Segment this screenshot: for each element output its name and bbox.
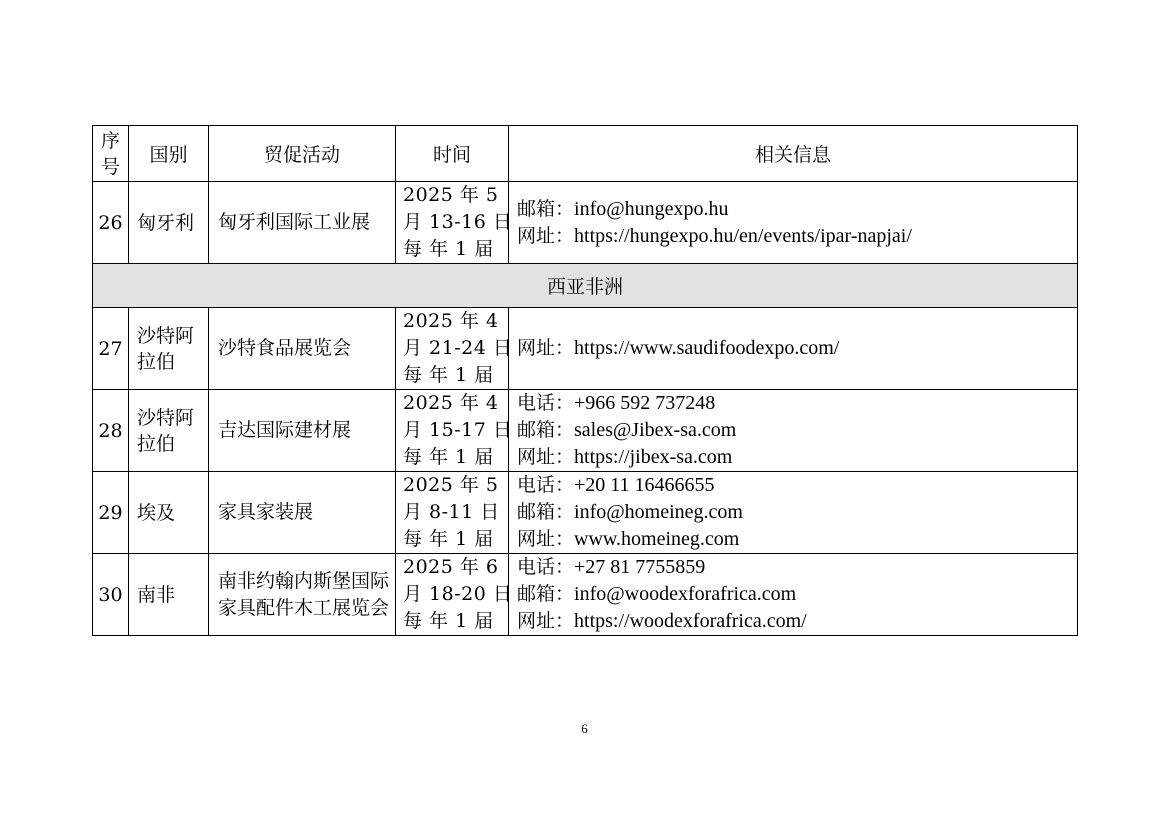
row-time <box>396 554 513 636</box>
info-value: +20 11 16466655 <box>574 474 715 496</box>
info-label: 电话： <box>517 392 575 414</box>
region-label: 西亚非洲 <box>93 264 1078 308</box>
row-country: 沙特阿拉伯 <box>129 390 209 472</box>
table-row <box>93 390 1078 472</box>
row-number: 27 <box>93 308 129 390</box>
row-time <box>396 308 513 390</box>
info-label: 网址： <box>517 528 575 550</box>
info-link[interactable]: https://www.saudifoodexpo.com/ <box>574 337 840 359</box>
row-country: 埃及 <box>129 472 209 554</box>
info-line <box>517 196 1077 223</box>
row-info <box>509 182 1078 264</box>
row-info <box>509 472 1078 554</box>
table-row <box>93 308 1078 390</box>
time-line: 每 年 1 届 <box>403 364 494 386</box>
row-number: 29 <box>93 472 129 554</box>
info-line <box>517 472 1077 499</box>
time-line: 月 21-24 日 <box>403 337 513 359</box>
info-line <box>517 390 1077 417</box>
row-number: 30 <box>93 554 129 636</box>
row-event: 沙特食品展览会 <box>209 308 396 390</box>
info-link[interactable]: info@hungexpo.hu <box>574 197 729 220</box>
info-line <box>517 444 1077 471</box>
region-row <box>93 264 1078 308</box>
info-link[interactable]: sales@Jibex-sa.com <box>574 419 737 441</box>
info-line <box>517 223 1077 250</box>
table-row <box>93 472 1078 554</box>
row-info <box>509 390 1078 472</box>
time-line: 2025 年 4 <box>403 310 499 332</box>
row-time <box>396 182 513 264</box>
time-line: 月 18-20 日 <box>403 583 513 605</box>
table-header-row <box>93 126 1078 182</box>
info-label: 邮箱： <box>517 197 575 220</box>
time-line: 2025 年 5 <box>403 474 499 496</box>
table-row <box>93 554 1078 636</box>
info-link[interactable]: info@woodexforafrica.com <box>574 583 797 605</box>
info-link[interactable]: https://woodexforafrica.com/ <box>574 610 807 632</box>
info-label: 电话： <box>517 556 575 578</box>
row-country: 沙特阿拉伯 <box>129 308 209 390</box>
header-info: 相关信息 <box>509 126 1078 182</box>
info-line <box>517 526 1077 553</box>
row-info <box>509 308 1078 390</box>
info-label: 网址： <box>517 610 575 632</box>
table-row <box>93 182 1078 264</box>
info-line <box>517 417 1077 444</box>
info-label: 网址： <box>517 446 575 468</box>
time-line: 2025 年 6 <box>403 556 499 578</box>
time-line: 每 年 1 届 <box>403 528 494 550</box>
info-line <box>517 499 1077 526</box>
info-label: 邮箱： <box>517 501 575 523</box>
info-line <box>517 581 1077 608</box>
row-country: 南非 <box>129 554 209 636</box>
info-line <box>517 554 1077 581</box>
info-label: 电话： <box>517 474 575 496</box>
row-event: 吉达国际建材展 <box>209 390 396 472</box>
row-number: 26 <box>93 182 129 264</box>
info-link[interactable]: https://hungexpo.hu/en/events/ipar-napjai/ <box>574 224 912 247</box>
info-value: +966 592 737248 <box>574 392 716 414</box>
info-label: 邮箱： <box>517 583 575 605</box>
time-line: 每 年 1 届 <box>403 446 494 468</box>
page-number: 6 <box>581 721 588 736</box>
time-line: 2025 年 4 <box>403 392 499 414</box>
row-info <box>509 554 1078 636</box>
time-line: 每 年 1 届 <box>403 238 494 260</box>
trade-events-table <box>92 125 1078 636</box>
info-value: +27 81 7755859 <box>574 556 706 578</box>
table-body <box>93 182 1078 636</box>
header-country: 国别 <box>129 126 209 182</box>
row-event: 匈牙利国际工业展 <box>209 182 396 264</box>
header-event: 贸促活动 <box>209 126 396 182</box>
header-time: 时间 <box>396 126 509 182</box>
row-time <box>396 390 513 472</box>
time-line: 月 13-16 日 <box>403 211 513 233</box>
row-country: 匈牙利 <box>129 182 209 264</box>
header-seq: 序号 <box>93 126 129 182</box>
info-link[interactable]: info@homeineg.com <box>574 501 743 523</box>
row-time <box>396 472 509 554</box>
row-number: 28 <box>93 390 129 472</box>
time-line: 每 年 1 届 <box>403 610 494 632</box>
time-line: 2025 年 5 <box>403 184 499 206</box>
info-link[interactable]: https://jibex-sa.com <box>574 446 733 468</box>
info-label: 网址： <box>517 337 575 359</box>
info-label: 网址： <box>517 224 575 247</box>
info-link[interactable]: www.homeineg.com <box>574 528 740 550</box>
time-line: 月 15-17 日 <box>403 419 513 441</box>
time-line: 月 8-11 日 <box>403 501 500 523</box>
info-label: 邮箱： <box>517 419 575 441</box>
row-event: 南非约翰内斯堡国际家具配件木工展览会 <box>209 554 396 636</box>
row-event: 家具家装展 <box>209 472 396 554</box>
info-line <box>517 608 1077 635</box>
info-line <box>517 335 1077 362</box>
